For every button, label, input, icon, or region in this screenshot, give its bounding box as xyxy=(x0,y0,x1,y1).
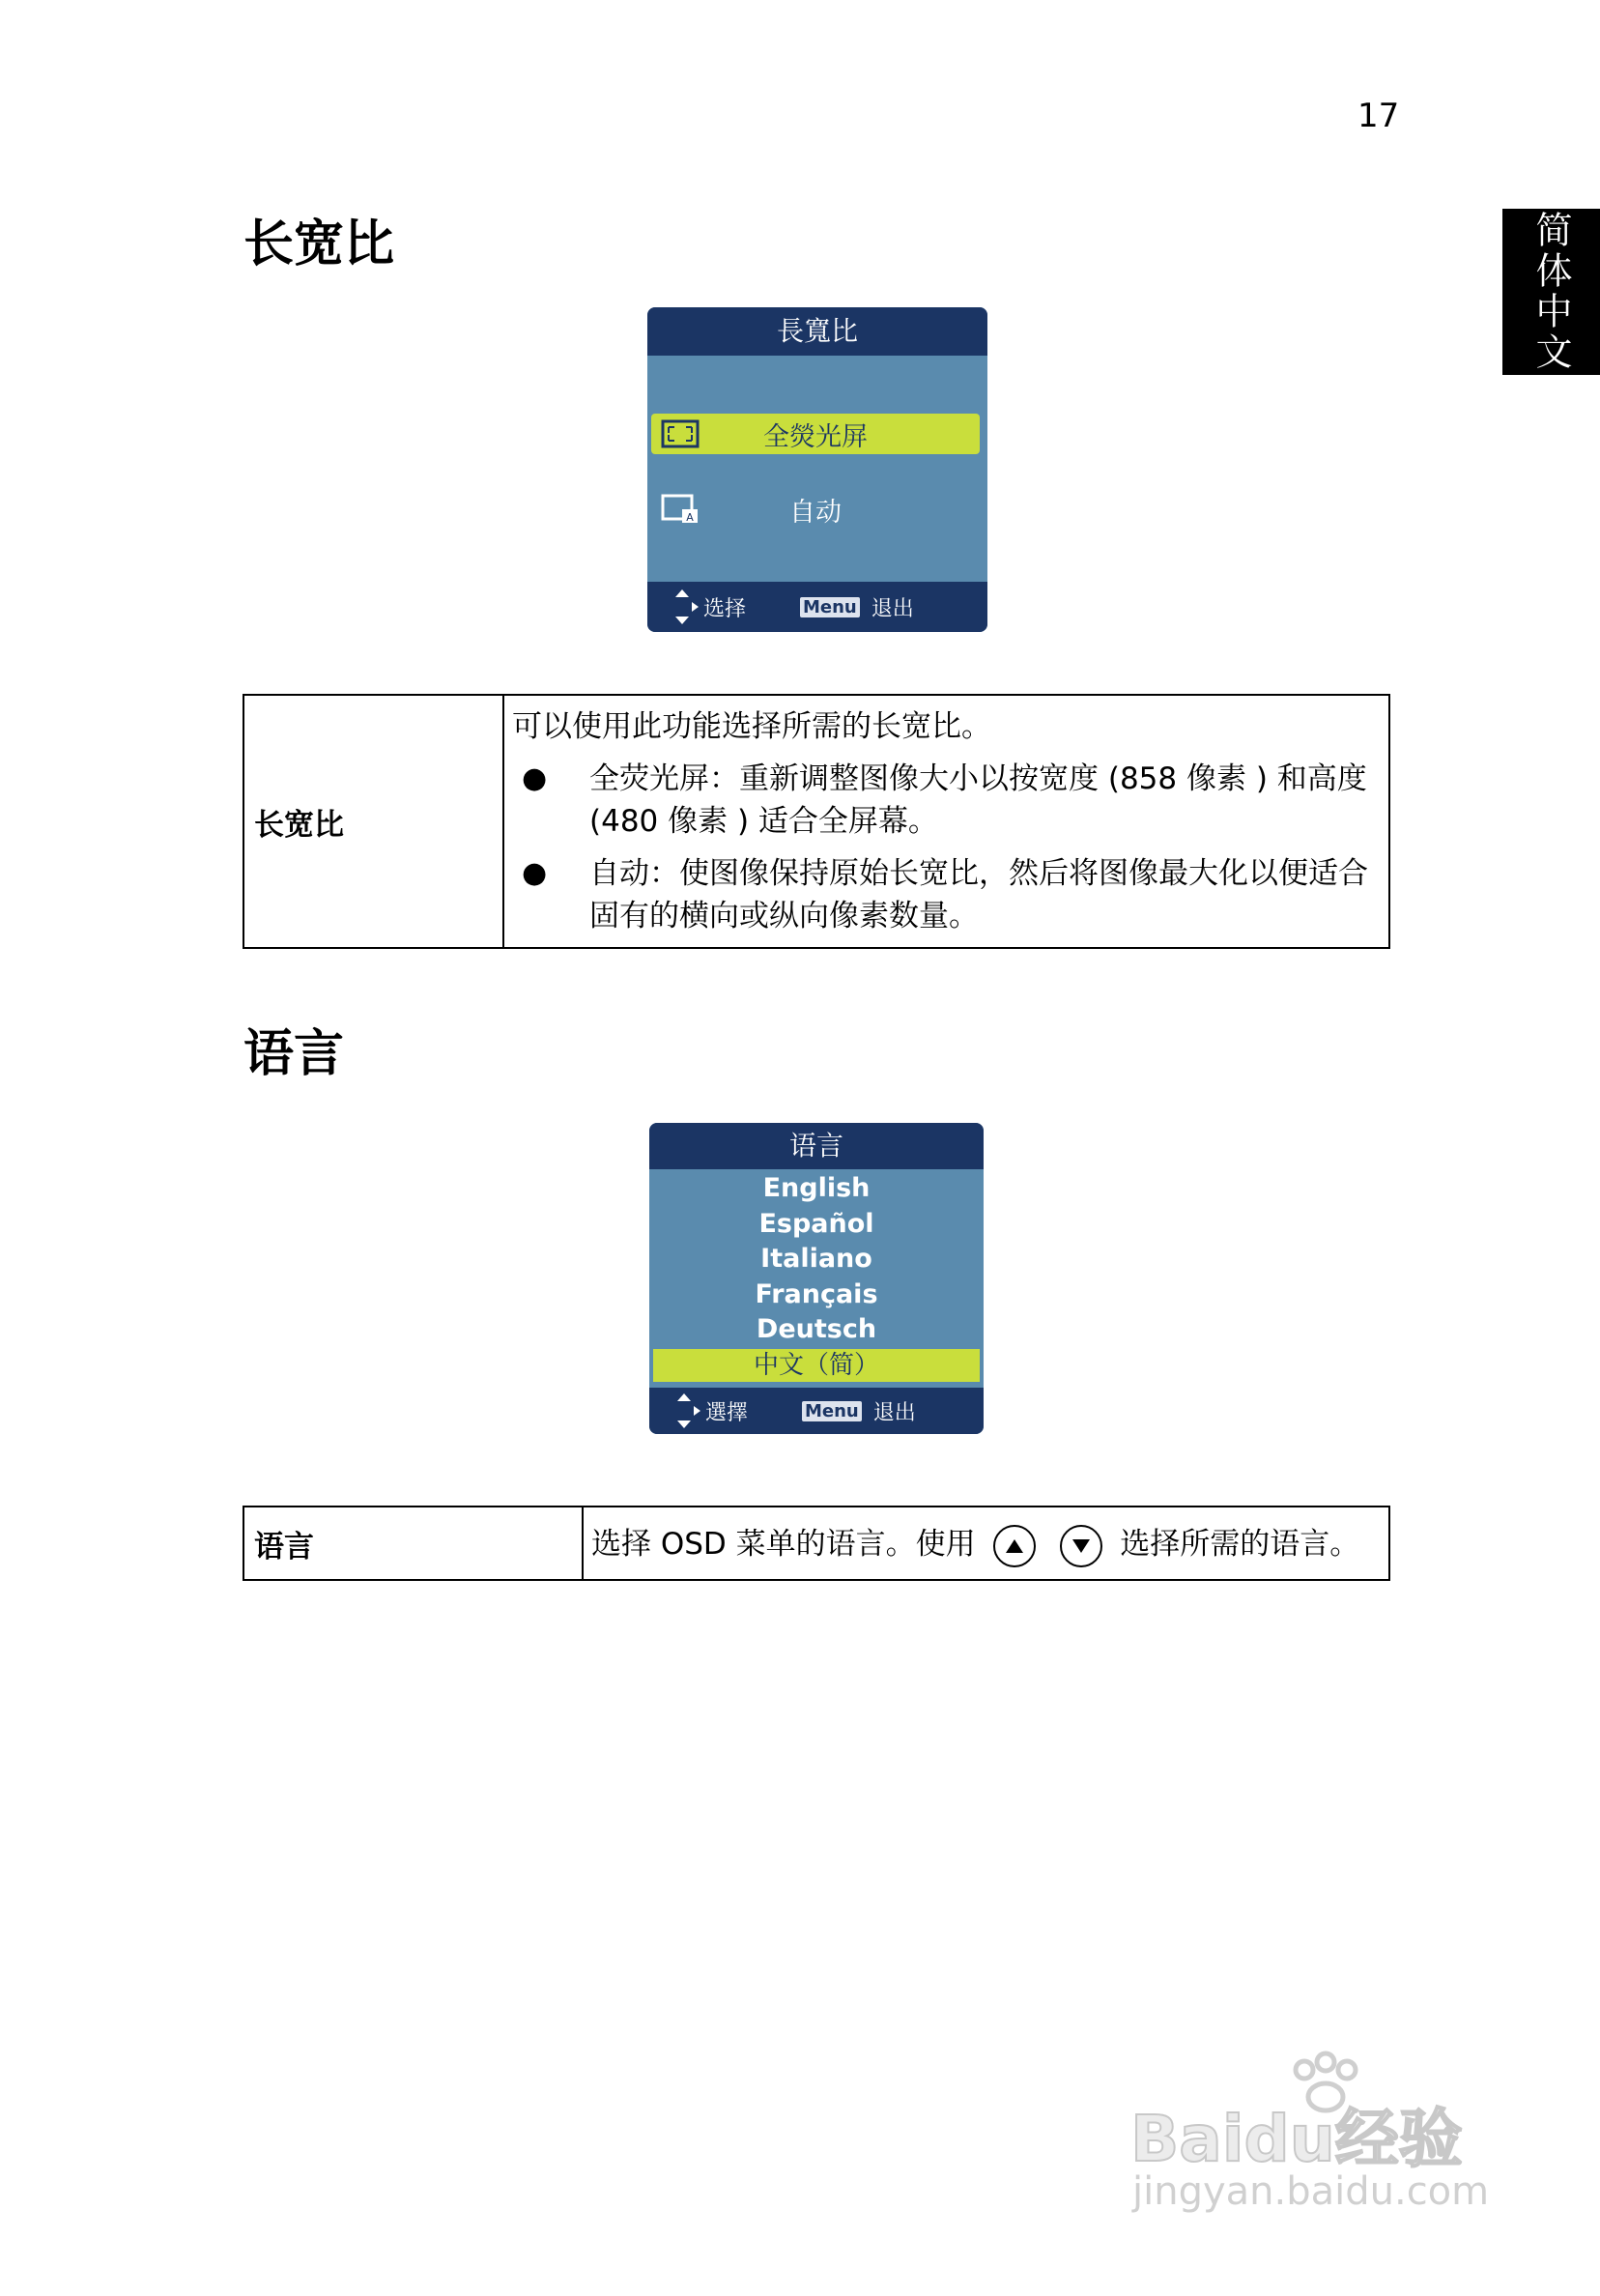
language-option-chinese-simplified[interactable]: 中文（简） xyxy=(653,1349,980,1382)
menu-key-badge: Menu xyxy=(802,1401,862,1421)
language-option-french[interactable]: Français xyxy=(755,1278,878,1309)
bullet-icon: ● xyxy=(522,856,548,890)
aspect-table-description xyxy=(503,695,1389,948)
menu-key-badge: Menu xyxy=(800,597,860,617)
auto-aspect-icon xyxy=(661,494,700,525)
bullet-text: 自动：使图像保持原始长宽比，然后将图像最大化以便适合固有的横向或纵向像素数量。 xyxy=(589,856,1368,933)
up-button-icon xyxy=(993,1525,1036,1567)
language-description-table xyxy=(243,1506,1390,1581)
language-text-before: 选择 OSD 菜单的语言。使用 xyxy=(591,1527,976,1563)
aspect-osd-item-auto[interactable] xyxy=(651,489,980,530)
list-item xyxy=(512,852,1377,937)
up-down-arrow-icon xyxy=(672,1392,705,1430)
aspect-description-table xyxy=(243,694,1390,949)
watermark-url: jingyan.baidu.com xyxy=(1132,2169,1490,2214)
side-tab-label: 简体中文 xyxy=(1529,211,1572,373)
language-option-german[interactable]: Deutsch xyxy=(756,1314,877,1344)
language-text-after: 选择所需的语言。 xyxy=(1120,1527,1360,1563)
language-table-description xyxy=(583,1507,1389,1580)
aspect-osd-title: 長寬比 xyxy=(647,307,987,356)
fullscreen-icon xyxy=(661,419,700,448)
aspect-heading: 长宽比 xyxy=(243,215,395,273)
watermark-brand: Baidu经验 xyxy=(1130,2102,1463,2176)
list-item xyxy=(512,758,1377,843)
language-heading: 语言 xyxy=(243,1025,345,1083)
aspect-osd-menu xyxy=(647,307,987,632)
aspect-intro-text: 可以使用此功能选择所需的长宽比。 xyxy=(512,709,991,744)
aspect-osd-select-label: 选择 xyxy=(703,596,747,621)
language-list xyxy=(649,1169,984,1348)
bullet-icon: ● xyxy=(522,761,548,795)
svg-text:A: A xyxy=(686,511,694,524)
page-number: 17 xyxy=(1357,97,1400,135)
language-osd-menu xyxy=(649,1123,984,1434)
language-option-english[interactable]: English xyxy=(762,1173,871,1203)
down-button-icon xyxy=(1060,1525,1102,1567)
aspect-osd-footer xyxy=(647,582,987,632)
language-table-label: 语言 xyxy=(243,1507,583,1580)
language-osd-select-label: 選擇 xyxy=(705,1400,749,1425)
language-side-tab xyxy=(1502,209,1600,375)
aspect-table-label: 长宽比 xyxy=(243,695,503,948)
language-osd-title: 语言 xyxy=(649,1123,984,1169)
up-down-arrow-icon xyxy=(671,588,703,626)
language-option-italian[interactable]: Italiano xyxy=(760,1244,872,1274)
aspect-osd-item-label: 自动 xyxy=(789,497,842,528)
language-osd-exit-label: 退出 xyxy=(872,1400,916,1425)
language-option-spanish[interactable]: Español xyxy=(758,1208,874,1239)
bullet-text: 全荧光屏：重新调整图像大小以按宽度 (858 像素 ) 和高度 (480 像素 ) 适合全屏幕。 xyxy=(589,761,1367,839)
language-osd-footer xyxy=(649,1388,984,1434)
aspect-osd-item-fullscreen[interactable] xyxy=(651,414,980,454)
aspect-osd-item-label: 全熒光屏 xyxy=(763,421,868,452)
aspect-osd-exit-label: 退出 xyxy=(871,596,914,621)
